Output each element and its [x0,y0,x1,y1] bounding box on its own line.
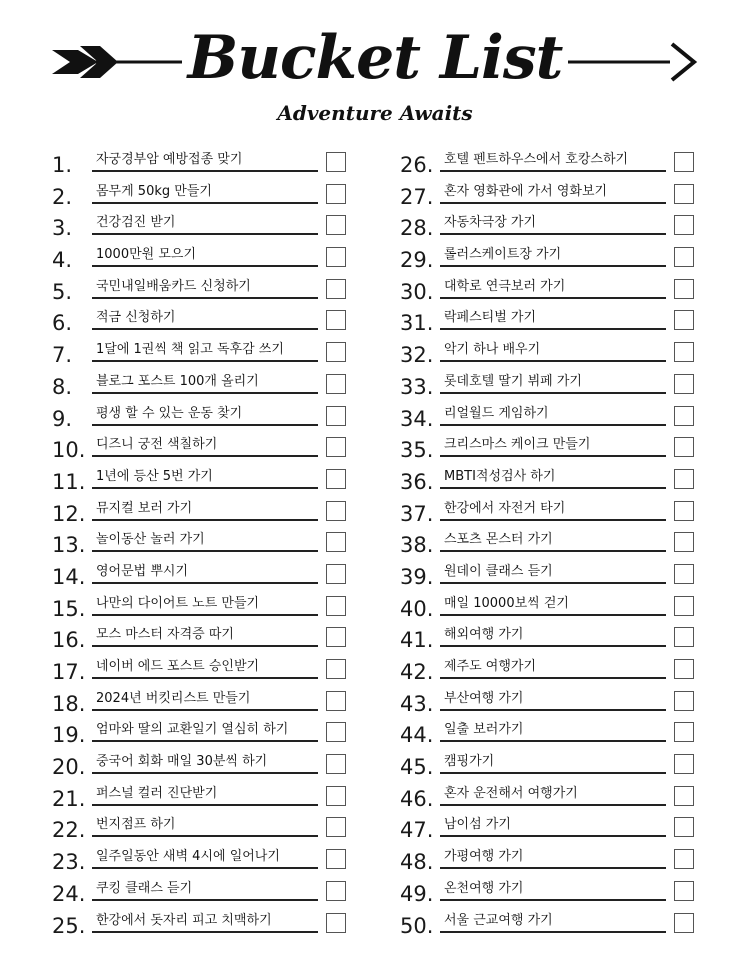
item-number: 16. [52,628,86,653]
checkbox[interactable] [674,279,694,299]
item-text: 대학로 연극보러 가기 [444,278,566,294]
item-text: 적금 신청하기 [96,310,176,326]
item-text: 모스 마스터 자격증 따기 [96,627,234,643]
underline-divider [440,550,666,552]
underline-divider [440,424,666,426]
list-item [398,908,698,940]
item-number: 18. [52,691,86,716]
list-item [50,369,350,401]
item-number: 39. [400,564,434,589]
item-text: 네이버 에드 포스트 승인받기 [96,659,260,674]
list-item [398,432,698,464]
item-text: MBTI적성검사 하기 [444,468,556,484]
item-number: 11. [52,469,86,494]
item-number: 45. [400,755,434,780]
underline-divider [92,424,318,426]
item-text: 혼자 운전해서 여행가기 [444,785,578,801]
checkbox[interactable] [326,374,346,394]
checkbox[interactable] [674,881,694,901]
item-text: 가평여행 가기 [444,849,524,865]
item-text: 스포츠 몬스터 가기 [444,532,553,548]
underline-divider [92,645,318,647]
item-text: 한강에서 돗자리 피고 치맥하기 [96,912,272,928]
underline-divider [440,645,666,647]
item-text: 남이섬 가기 [444,817,511,833]
checkbox[interactable] [674,247,694,267]
list-item [50,401,350,433]
underline-divider [92,677,318,679]
list-item [398,274,698,306]
underline-divider [92,297,318,299]
checkbox[interactable] [674,374,694,394]
list-item [50,242,350,274]
list-item [50,464,350,496]
list-item [398,781,698,813]
list-item [398,812,698,844]
list-item [398,147,698,179]
item-text: 1년에 등산 5번 가기 [96,468,213,484]
underline-divider [92,804,318,806]
underline-divider [440,931,666,933]
checkbox[interactable] [674,215,694,235]
item-text: 퍼스널 컬러 진단받기 [96,785,218,801]
underline-divider [440,867,666,869]
page-subtitle: Adventure Awaits [277,101,473,125]
checkbox[interactable] [326,342,346,362]
item-number: 10. [52,438,86,463]
item-text: 영어문법 뿌시기 [96,563,189,579]
item-number: 37. [400,501,434,526]
item-number: 21. [52,786,86,811]
underline-divider [92,867,318,869]
list-item [50,686,350,718]
checkbox[interactable] [326,881,346,901]
checkbox[interactable] [326,659,346,679]
underline-divider [92,709,318,711]
underline-divider [440,455,666,457]
checkbox[interactable] [326,754,346,774]
checkbox[interactable] [326,913,346,933]
checkbox[interactable] [674,184,694,204]
underline-divider [440,804,666,806]
underline-divider [440,297,666,299]
list-item [50,337,350,369]
checkbox[interactable] [674,310,694,330]
underline-divider [440,233,666,235]
list-item [50,717,350,749]
item-text: 뮤지컬 보러 가기 [96,500,193,516]
list-item [50,559,350,591]
item-number: 14. [52,564,86,589]
checkbox[interactable] [674,754,694,774]
checkbox[interactable] [674,469,694,489]
checkbox[interactable] [326,437,346,457]
checkbox[interactable] [326,406,346,426]
list-item [50,654,350,686]
checkbox[interactable] [674,817,694,837]
item-number: 27. [400,184,434,209]
item-number: 41. [400,628,434,653]
list-item [398,686,698,718]
underline-divider [92,202,318,204]
item-text: 서울 근교여행 가기 [444,912,553,928]
checkbox[interactable] [326,215,346,235]
item-number: 15. [52,596,86,621]
list-item [398,337,698,369]
checkbox[interactable] [674,152,694,172]
underline-divider [92,931,318,933]
item-text: 자궁경부암 예방접종 맞기 [96,152,243,167]
page-title: Bucket List [0,18,750,98]
list-item [50,179,350,211]
list-item [50,591,350,623]
list-item [398,464,698,496]
checkbox[interactable] [326,786,346,806]
underline-divider [440,519,666,521]
item-text: 크리스마스 케이크 만들기 [444,437,591,453]
item-number: 23. [52,850,86,875]
list-item [50,432,350,464]
underline-divider [92,550,318,552]
item-text: 엄마와 딸의 교환일기 열심히 하기 [96,722,289,738]
underline-divider [92,328,318,330]
underline-divider [92,740,318,742]
list-item [398,717,698,749]
item-number: 22. [52,818,86,843]
underline-divider [440,487,666,489]
underline-divider [440,170,666,172]
item-number: 17. [52,660,86,684]
underline-divider [440,677,666,679]
item-text: 롯데호텔 딸기 뷔페 가기 [444,373,582,389]
item-text: 블로그 포스트 100개 올리기 [96,373,259,389]
checkbox[interactable] [674,722,694,742]
list-item [398,527,698,559]
item-text: 한강에서 자전거 타기 [444,500,566,516]
item-number: 50. [400,913,434,938]
item-text: 부산여행 가기 [444,690,524,706]
checkbox[interactable] [674,596,694,616]
item-number: 9. [52,406,73,431]
item-number: 40. [400,596,434,621]
item-number: 35. [400,438,434,463]
list-item [398,305,698,337]
item-number: 44. [400,723,434,748]
list-item [50,274,350,306]
list-item [398,496,698,528]
checkbox[interactable] [326,691,346,711]
underline-divider [92,835,318,837]
checkbox[interactable] [326,849,346,869]
item-number: 8. [52,374,73,399]
item-text: 쿠킹 클래스 듣기 [96,880,193,896]
item-text: 건강검진 받기 [96,215,176,231]
item-number: 49. [400,881,434,906]
item-number: 6. [52,311,73,336]
checkbox[interactable] [326,501,346,521]
underline-divider [92,265,318,267]
underline-divider [440,328,666,330]
list-item [50,527,350,559]
underline-divider [440,614,666,616]
item-text: 혼자 영화관에 가서 영화보기 [444,183,608,199]
list-item [398,591,698,623]
item-number: 5. [52,279,73,304]
item-text: 리얼월드 게임하기 [444,405,549,421]
item-number: 46. [400,786,434,811]
list-item [398,242,698,274]
item-number: 36. [400,469,434,494]
item-text: 디즈니 궁전 색칠하기 [96,437,218,453]
checkbox[interactable] [326,532,346,552]
item-text: 2024년 버킷리스트 만들기 [96,690,251,706]
checkbox[interactable] [674,627,694,647]
list-item [50,844,350,876]
list-item [398,622,698,654]
checkbox[interactable] [326,279,346,299]
checkbox[interactable] [674,342,694,362]
checkbox[interactable] [326,817,346,837]
item-number: 12. [52,501,86,526]
item-text: 롤러스케이트장 가기 [444,247,562,263]
item-text: 해외여행 가기 [444,627,524,643]
item-text: 일주일동안 새벽 4시에 일어나기 [96,849,280,865]
underline-divider [440,835,666,837]
checkbox[interactable] [674,913,694,933]
list-item [50,876,350,908]
list-item [398,749,698,781]
underline-divider [92,772,318,774]
list-item [398,210,698,242]
item-number: 4. [52,248,73,273]
item-text: 일출 보러가기 [444,722,524,738]
item-number: 19. [52,723,86,748]
bucket-list-column-right [398,147,698,939]
underline-divider [92,392,318,394]
list-item [50,812,350,844]
list-item [398,369,698,401]
item-text: 몸무게 50kg 만들기 [96,183,212,199]
item-number: 30. [400,279,434,304]
item-number: 7. [52,343,73,368]
underline-divider [92,519,318,521]
item-number: 48. [400,850,434,875]
item-number: 26. [400,153,434,177]
underline-divider [92,360,318,362]
item-number: 28. [400,216,434,241]
checkbox[interactable] [326,469,346,489]
item-text: 호텔 펜트하우스에서 호캉스하기 [444,152,629,167]
item-number: 38. [400,533,434,558]
item-number: 25. [52,913,86,938]
underline-divider [440,899,666,901]
item-number: 13. [52,533,86,558]
underline-divider [92,455,318,457]
item-text: 1000만원 모으기 [96,247,197,263]
list-item [50,147,350,179]
list-item [50,305,350,337]
item-number: 32. [400,343,434,368]
checkbox[interactable] [674,849,694,869]
underline-divider [92,487,318,489]
list-item [398,654,698,686]
list-item [398,401,698,433]
underline-divider [440,582,666,584]
item-text: 제주도 여행가기 [444,659,537,674]
checkbox[interactable] [326,596,346,616]
item-text: 자동차극장 가기 [444,215,537,231]
underline-divider [440,265,666,267]
underline-divider [440,772,666,774]
checkbox[interactable] [674,786,694,806]
item-number: 2. [52,184,73,209]
checkbox[interactable] [326,184,346,204]
underline-divider [92,170,318,172]
list-item [50,749,350,781]
item-number: 47. [400,818,434,843]
item-number: 29. [400,248,434,273]
underline-divider [440,202,666,204]
checkbox[interactable] [674,659,694,679]
underline-divider [92,899,318,901]
checkbox[interactable] [674,406,694,426]
item-text: 악기 하나 배우기 [444,342,541,358]
underline-divider [440,360,666,362]
item-text: 놀이동산 놀러 가기 [96,532,205,548]
checkbox[interactable] [326,722,346,742]
item-text: 캠핑가기 [444,754,495,770]
item-number: 43. [400,691,434,716]
underline-divider [92,614,318,616]
item-number: 31. [400,311,434,336]
list-item [398,844,698,876]
item-text: 락페스티벌 가기 [444,310,537,326]
item-text: 나만의 다이어트 노트 만들기 [96,595,260,611]
list-item [50,908,350,940]
underline-divider [440,392,666,394]
checkbox[interactable] [674,501,694,521]
bucket-list-column-left [50,147,350,939]
item-text: 번지점프 하기 [96,817,176,833]
list-item [398,559,698,591]
list-item [50,781,350,813]
list-item [50,496,350,528]
header [0,0,750,140]
item-number: 3. [52,216,73,241]
item-text: 원데이 클래스 듣기 [444,563,553,579]
checkbox[interactable] [674,564,694,584]
underline-divider [92,582,318,584]
item-number: 33. [400,374,434,399]
list-item [398,179,698,211]
list-item [398,876,698,908]
checkbox[interactable] [326,564,346,584]
item-text: 평생 할 수 있는 운동 찾기 [96,405,243,421]
checkbox[interactable] [326,310,346,330]
item-number: 42. [400,660,434,684]
list-item [50,210,350,242]
list-item [50,622,350,654]
underline-divider [440,709,666,711]
underline-divider [92,233,318,235]
item-text: 온천여행 가기 [444,880,524,896]
underline-divider [440,740,666,742]
checkbox[interactable] [674,437,694,457]
item-number: 20. [52,755,86,780]
checkbox[interactable] [674,532,694,552]
item-number: 24. [52,881,86,906]
item-text: 매일 10000보씩 걷기 [444,595,569,611]
item-text: 국민내일배움카드 신청하기 [96,278,251,294]
checkbox[interactable] [326,627,346,647]
item-text: 중국어 회화 매일 30분씩 하기 [96,754,268,770]
item-number: 1. [52,153,73,177]
item-text: 1달에 1권씩 책 읽고 독후감 쓰기 [96,342,284,358]
checkbox[interactable] [326,152,346,172]
checkbox[interactable] [326,247,346,267]
item-number: 34. [400,406,434,431]
checkbox[interactable] [674,691,694,711]
